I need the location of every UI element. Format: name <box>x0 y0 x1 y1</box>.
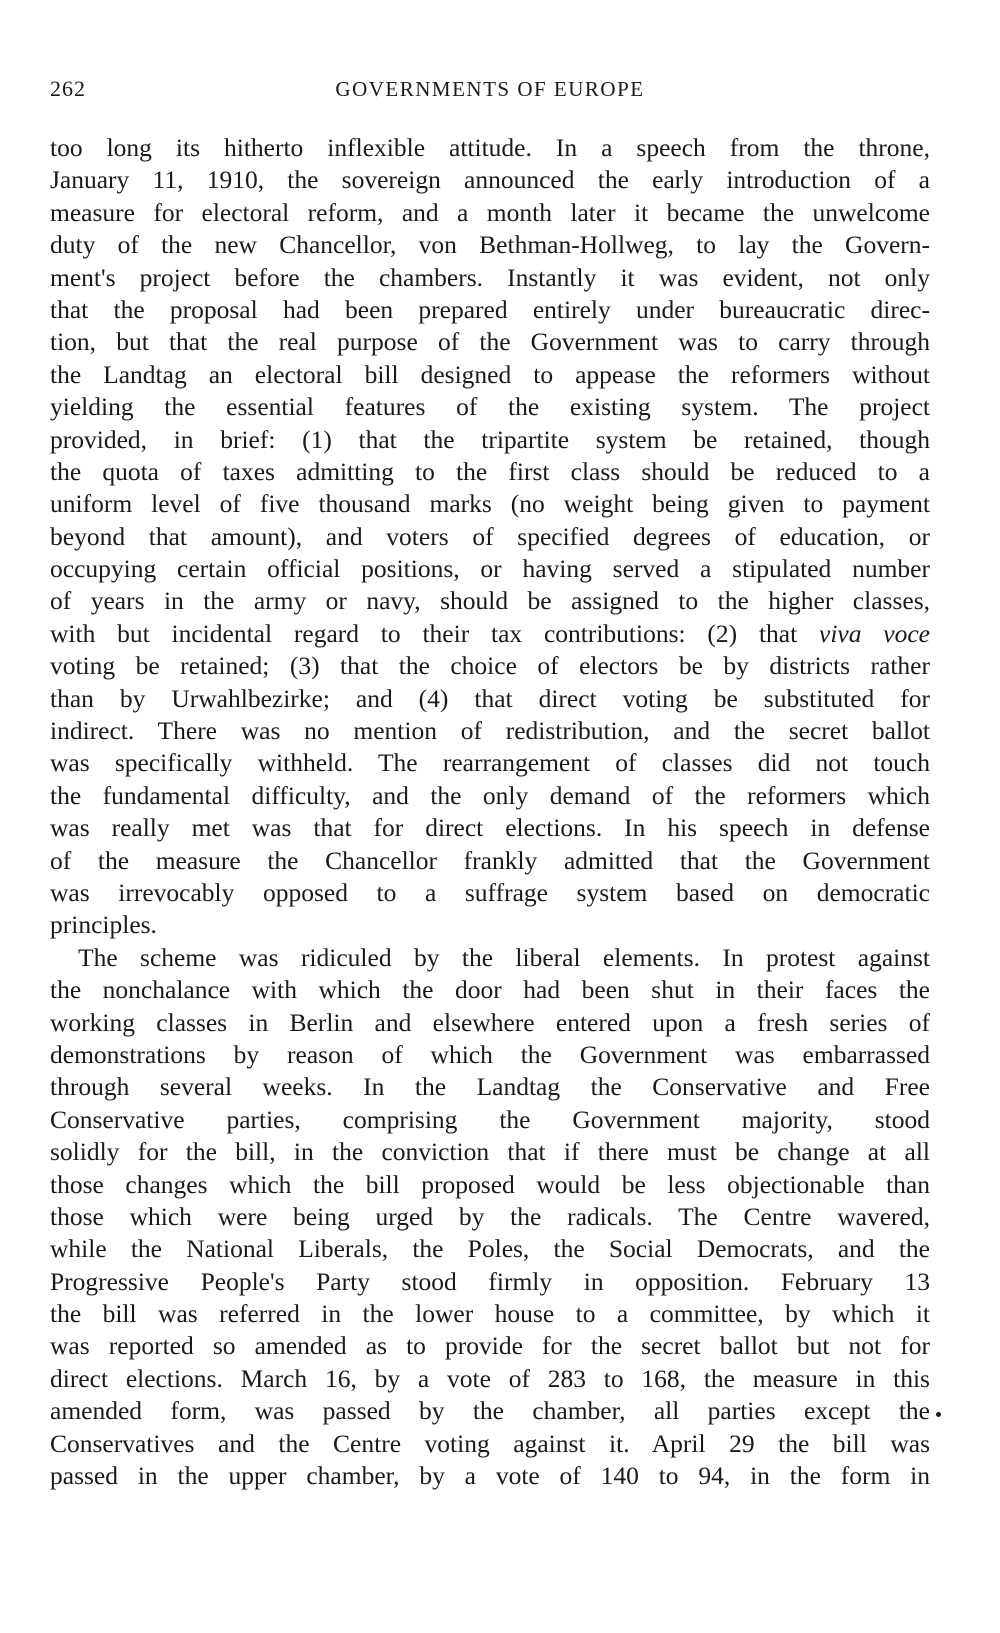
text-line: duty of the new Chancellor, von Bethman-Hollweg, to lay the Govern- <box>50 230 930 260</box>
text-line: indirect. There was no mention of redistribution, and the secret ballot <box>50 716 930 746</box>
text-line: those which were being urged by the radicals. The Centre wavered, <box>50 1201 930 1231</box>
text-line: with but incidental regard to their tax contributions: (2) that viva voce <box>50 618 930 648</box>
text-line: of years in the army or navy, should be assigned to the higher classes, <box>50 586 930 616</box>
text-line: provided, in brief: (1) that the tripartite system be retained, though <box>50 424 930 454</box>
text-line: the quota of taxes admitting to the first class should be reduced to a <box>50 456 930 486</box>
running-title: GOVERNMENTS OF EUROPE <box>335 77 645 101</box>
text-line: through several weeks. In the Landtag the Conservative and Free <box>50 1072 930 1102</box>
text-line: Conservatives and the Centre voting against it. April 29 the bill was <box>50 1428 930 1458</box>
text-line: was really met was that for direct elections. In his speech in defense <box>50 813 930 843</box>
text-line: beyond that amount), and voters of specified degrees of education, or <box>50 521 930 551</box>
text-line: yielding the essential features of the existing system. The project <box>50 392 930 422</box>
text-line: ment's project before the chambers. Instantly it was evident, not only <box>50 262 930 292</box>
text-line: was reported so amended as to provide for the secret ballot but not for <box>50 1331 930 1361</box>
body-text <box>50 132 930 1492</box>
text-line: than by Urwahlbezirke; and (4) that direct voting be substituted for <box>50 683 930 713</box>
running-head <box>50 74 930 104</box>
text-line: direct elections. March 16, by a vote of 283 to 168, the measure in this <box>50 1363 930 1393</box>
text-line: principles. <box>50 910 157 940</box>
text-line: uniform level of five thousand marks (no weight being given to payment <box>50 489 930 519</box>
text-line: the nonchalance with which the door had been shut in their faces the <box>50 975 930 1005</box>
text-line: voting be retained; (3) that the choice of electors be by districts rather <box>50 651 930 681</box>
text-line: tion, but that the real purpose of the Government was to carry through <box>50 327 930 357</box>
text-line: while the National Liberals, the Poles, the Social Democrats, and the <box>50 1234 930 1264</box>
text-line: was specifically withheld. The rearrangement of classes did not touch <box>50 748 930 778</box>
text-line: January 11, 1910, the sovereign announced the early introduction of a <box>50 165 930 195</box>
text-line: working classes in Berlin and elsewhere entered upon a fresh series of <box>50 1007 930 1037</box>
text-line: The scheme was ridiculed by the liberal elements. In protest against <box>78 942 930 972</box>
text-line: too long its hitherto inflexible attitude. In a speech from the throne, <box>50 133 930 162</box>
text-line: demonstrations by reason of which the Government was embarrassed <box>50 1039 930 1069</box>
paragraph <box>50 132 930 942</box>
text-line: passed in the upper chamber, by a vote of 140 to 94, in the form in <box>50 1461 930 1491</box>
italic-phrase: viva voce <box>819 618 930 648</box>
text-line: the fundamental difficulty, and the only demand of the reformers which <box>50 780 930 810</box>
text-line: those changes which the bill proposed would be less objectionable than <box>50 1169 930 1199</box>
text-line: measure for electoral reform, and a month later it became the unwelcome <box>50 197 930 227</box>
text-line: Progressive People's Party stood firmly in opposition. February 13 <box>50 1266 930 1296</box>
text-line: the Landtag an electoral bill designed to appease the reformers without <box>50 359 930 389</box>
text-line: occupying certain official positions, or having served a stipulated number <box>50 554 930 584</box>
text-line: Conservative parties, comprising the Government majority, stood <box>50 1104 930 1134</box>
text-line: solidly for the bill, in the conviction that if there must be change at all <box>50 1137 930 1167</box>
page-number: 262 <box>50 76 86 101</box>
text-line: of the measure the Chancellor frankly admitted that the Government <box>50 845 930 875</box>
text-line: the bill was referred in the lower house to a committee, by which it <box>50 1299 930 1329</box>
text-line: amended form, was passed by the chamber, all parties except the <box>50 1396 930 1426</box>
paragraph <box>50 942 930 1493</box>
text-line: that the proposal had been prepared entirely under bureaucratic direc- <box>50 294 930 324</box>
margin-mark <box>936 1412 941 1417</box>
text-line: was irrevocably opposed to a suffrage system based on democratic <box>50 877 930 907</box>
